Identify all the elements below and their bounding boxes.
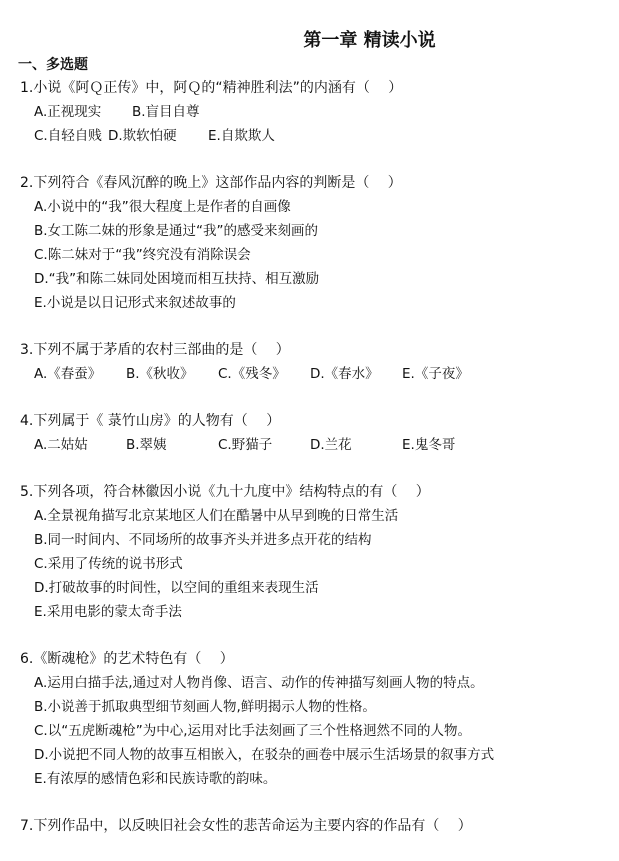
option-e: E.自欺欺人 xyxy=(208,128,275,144)
option-b: B.《秋收》 xyxy=(126,366,194,382)
option-row xyxy=(20,100,599,124)
question-stem: 2.下列符合《春风沉醉的晚上》这部作品内容的判断是（ ） xyxy=(20,175,402,191)
option-c: C.以“五虎断魂枪”为中心,运用对比手法刻画了三个性格迥然不同的人物。 xyxy=(34,723,471,739)
option-row xyxy=(20,433,599,457)
option-b: B.女工陈二妹的形象是通过“我”的感受来刻画的 xyxy=(34,223,319,239)
option-e: E.采用电影的蒙太奇手法 xyxy=(34,604,182,620)
option-e: E.鬼冬哥 xyxy=(402,437,456,453)
option-a: A.二姑姑 xyxy=(34,437,88,453)
option-c: C.《残冬》 xyxy=(218,366,286,382)
question-7 xyxy=(20,814,599,838)
option-a: A.小说中的“我”很大程度上是作者的自画像 xyxy=(34,199,291,215)
option-b: B.小说善于抓取典型细节刻画人物,鲜明揭示人物的性格。 xyxy=(34,699,376,715)
question-stem: 7.下列作品中，以反映旧社会女性的悲苦命运为主要内容的作品有（ ） xyxy=(20,818,472,834)
option-d: D.“我”和陈二妹同处困境而相互扶持、相互激励 xyxy=(34,271,320,287)
option-c: C.采用了传统的说书形式 xyxy=(34,556,183,572)
option-d: D.小说把不同人物的故事互相嵌入，在驳杂的画卷中展示生活场景的叙事方式 xyxy=(34,747,495,763)
option-a: A.全景视角描写北京某地区人们在酷暑中从早到晚的日常生活 xyxy=(34,508,399,524)
option-c: C.野猫子 xyxy=(218,437,273,453)
question-stem: 1.小说《阿Ｑ正传》中，阿Ｑ的“精神胜利法”的内涵有（ ） xyxy=(20,80,403,96)
option-c: C.陈二妹对于“我”终究没有消除误会 xyxy=(34,247,251,263)
question-3 xyxy=(20,338,599,386)
question-1 xyxy=(20,76,599,148)
option-d: D.《春水》 xyxy=(310,366,379,382)
option-c: C.自轻自贱 xyxy=(34,128,102,144)
question-4 xyxy=(20,409,599,457)
option-row xyxy=(20,362,599,386)
question-stem: 5.下列各项，符合林徽因小说《九十九度中》结构特点的有（ ） xyxy=(20,484,430,500)
question-5 xyxy=(20,480,599,624)
question-6 xyxy=(20,647,599,791)
option-d: D.欺软怕硬 xyxy=(108,128,177,144)
option-e: E.有浓厚的感情色彩和民族诗歌的韵味。 xyxy=(34,771,277,787)
option-a: A.《春蚕》 xyxy=(34,366,102,382)
option-b: B.翠姨 xyxy=(126,437,167,453)
option-a: A.正视现实 xyxy=(34,104,102,120)
option-d: D.打破故事的时间性，以空间的重组来表现生活 xyxy=(34,580,319,596)
option-a: A.运用白描手法,通过对人物肖像、语言、动作的传神描写刻画人物的特点。 xyxy=(34,675,484,691)
option-e: E.小说是以日记形式来叙述故事的 xyxy=(34,295,236,311)
option-row xyxy=(20,124,599,148)
section-title: 一、多选题 xyxy=(18,57,88,73)
option-e: E.《子夜》 xyxy=(402,366,469,382)
question-stem: 3.下列不属于茅盾的农村三部曲的是（ ） xyxy=(20,342,290,358)
chapter-title: 第一章 精读小说 xyxy=(303,30,436,51)
question-2 xyxy=(20,171,599,315)
option-d: D.兰花 xyxy=(310,437,352,453)
question-stem: 4.下列属于《 菉竹山房》的人物有（ ） xyxy=(20,413,281,429)
option-b: B.盲目自尊 xyxy=(132,104,200,120)
option-b: B.同一时间内、不同场所的故事齐头并进多点开花的结构 xyxy=(34,532,372,548)
question-list xyxy=(20,76,599,861)
question-stem: 6.《断魂枪》的艺术特色有（ ） xyxy=(20,651,234,667)
